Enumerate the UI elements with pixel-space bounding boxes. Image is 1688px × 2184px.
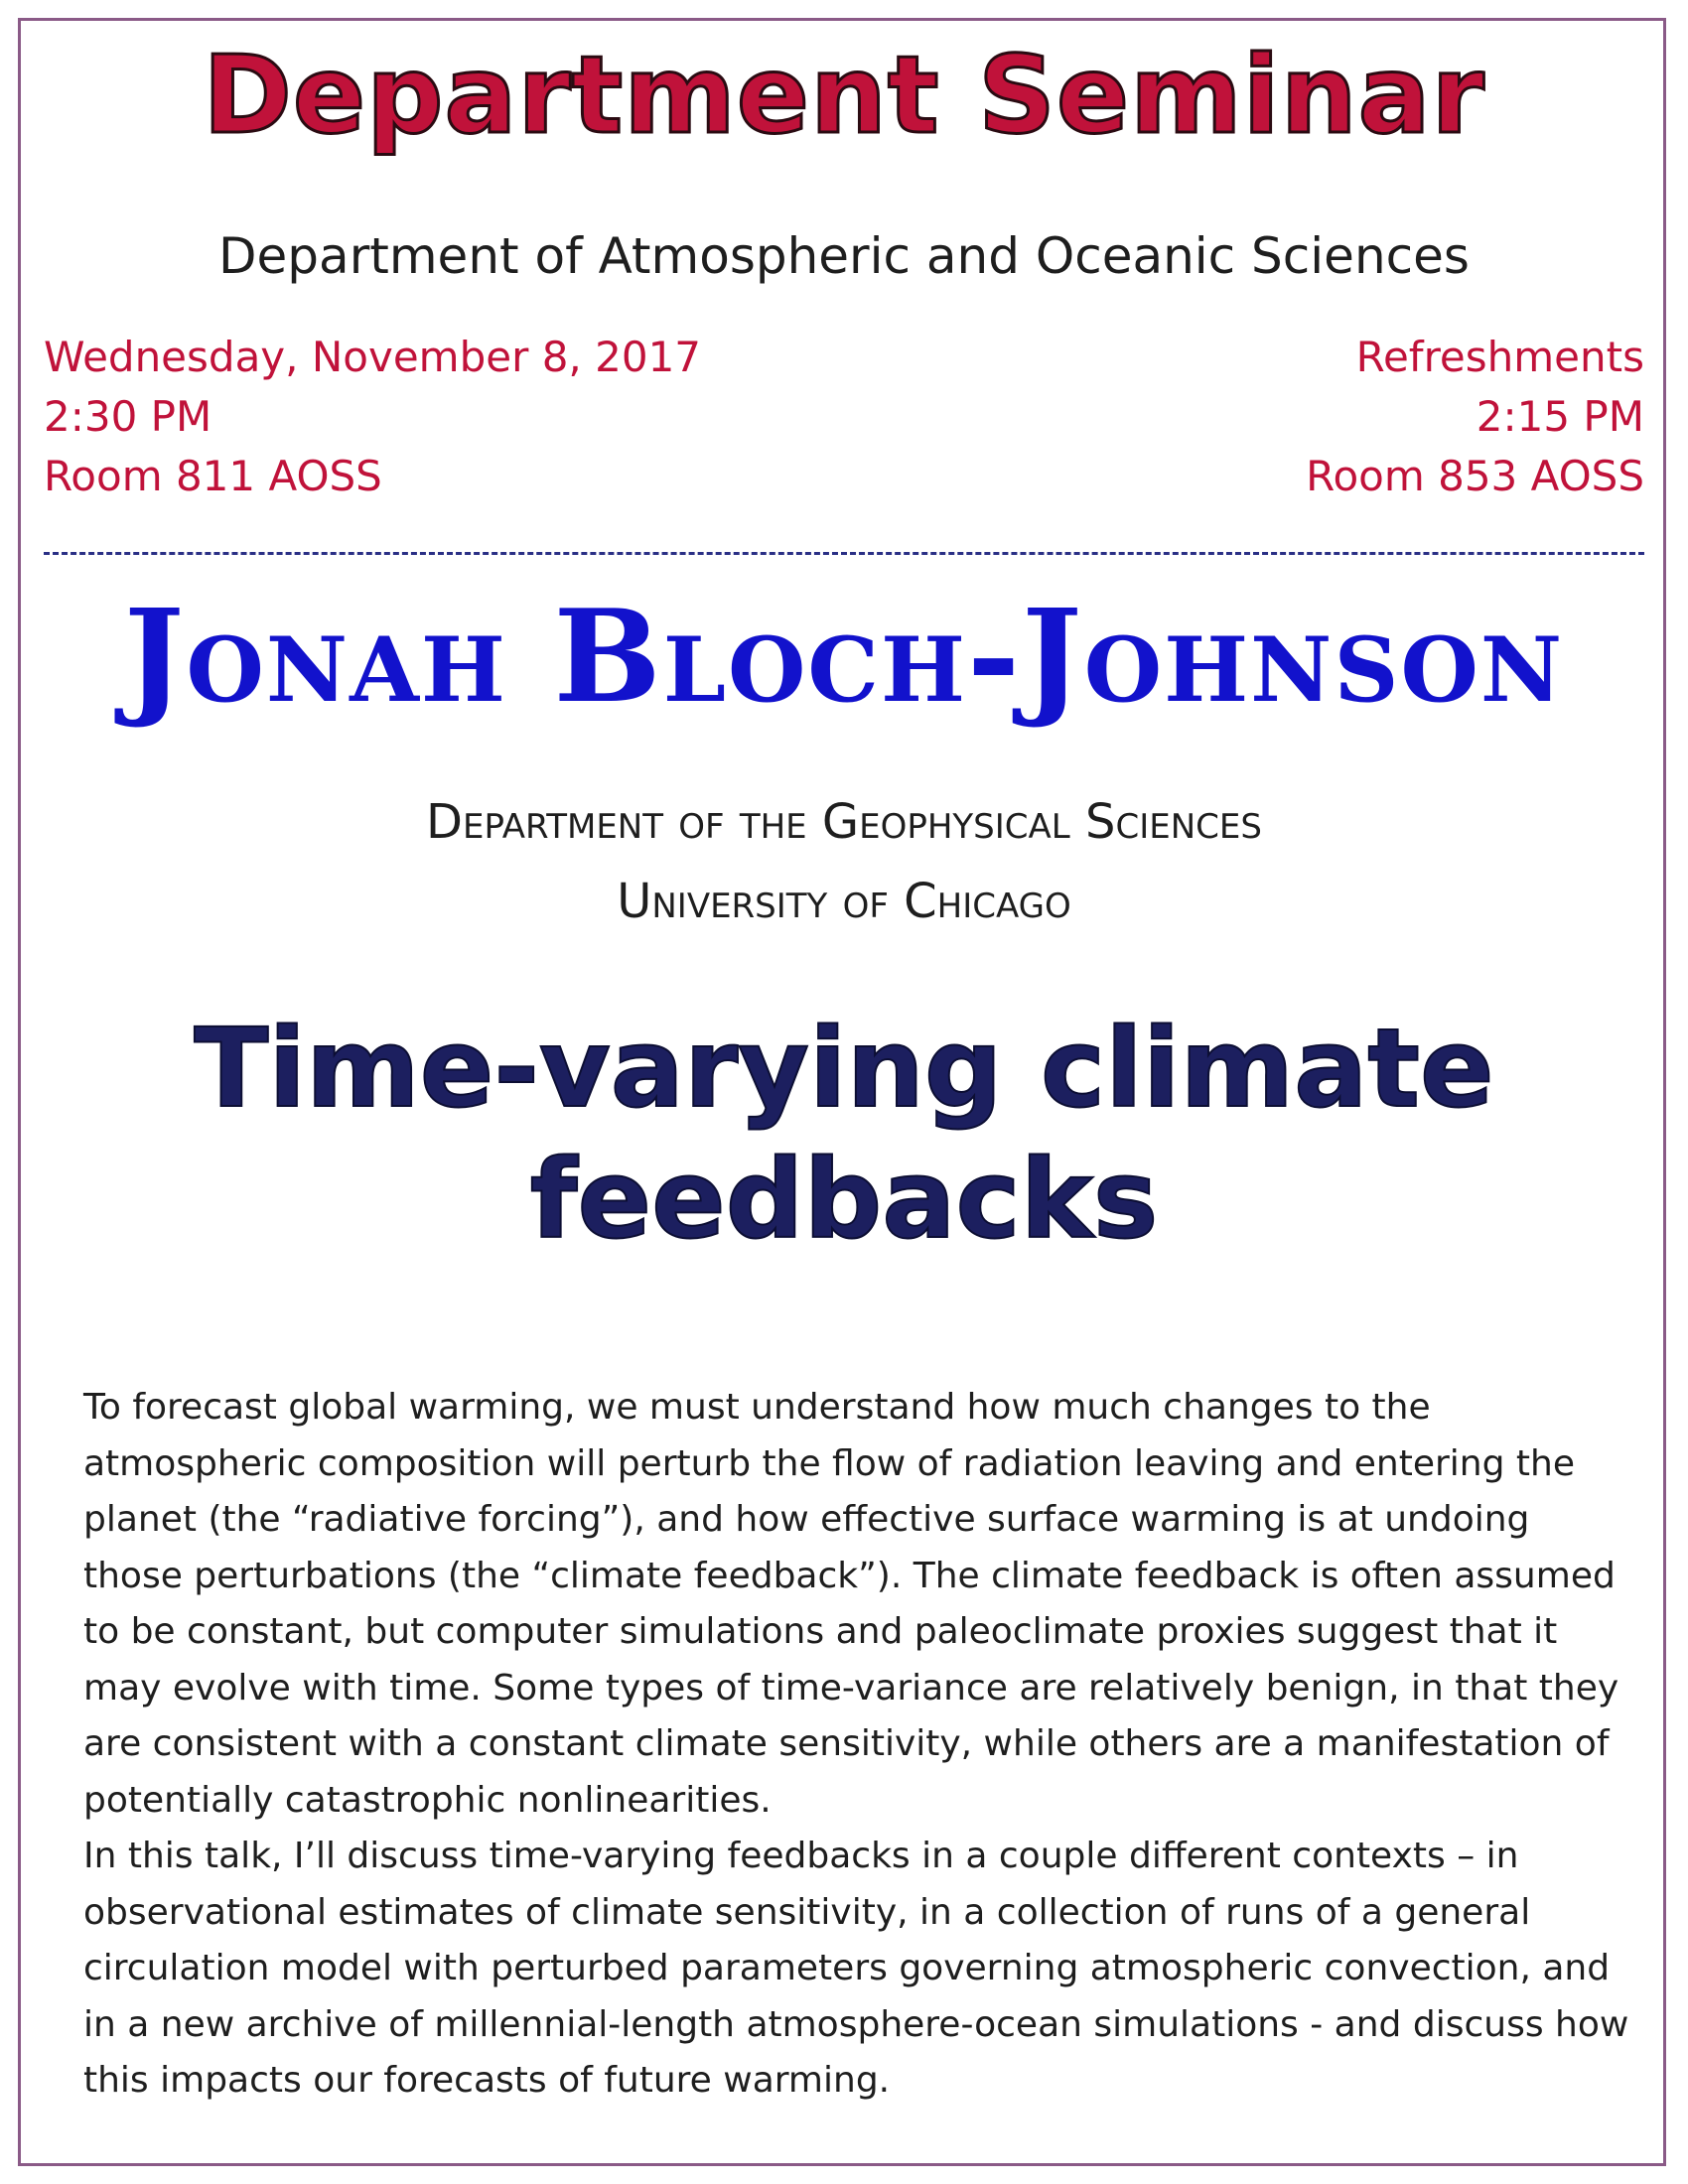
refreshments-details (1306, 328, 1644, 506)
abstract (83, 1380, 1632, 2110)
event-time: 2:30 PM (44, 392, 212, 441)
abstract-paragraph-1: To forecast global warming, we must understand how much changes to the atmospheric composition will perturb the flow of radiation leaving and entering the planet (the “radiative forcing”), and how effective surface warming is at undoing those perturbations (the “climate feedback”). The climate feedback is often assumed to be constant, but computer simulations and paleoclimate proxies suggest that it may evolve with time. Some types of time-variance are relatively benign, in that they are consistent with a constant climate sensitivity, while others are a manifestation of potentially catastrophic nonlinearities. (83, 1387, 1619, 1821)
speaker-name: Jonah Bloch-Johnson (123, 583, 1565, 732)
speaker-university: University of Chicago (617, 874, 1071, 929)
dashed-divider (44, 552, 1644, 555)
refreshments-time: 2:15 PM (1476, 392, 1644, 441)
talk-title-line-1: Time-varying climate (194, 1005, 1494, 1132)
seminar-title: Department Seminar (203, 34, 1485, 158)
refreshments-label: Refreshments (1355, 333, 1644, 381)
host-department: Department of Atmospheric and Oceanic Sciences (218, 227, 1470, 285)
event-date: Wednesday, November 8, 2017 (44, 333, 702, 381)
event-details (44, 328, 701, 506)
talk-title-line-2: feedbacks (529, 1136, 1159, 1263)
event-room: Room 811 AOSS (44, 452, 382, 500)
talk-title (0, 1003, 1688, 1265)
speaker-department: Department of the Geophysical Sciences (426, 794, 1262, 850)
refreshments-room: Room 853 AOSS (1306, 452, 1644, 500)
abstract-paragraph-2: In this talk, I’ll discuss time-varying feedbacks in a couple different contexts – in observational estimates of climate sensitivity, in a collection of runs of a general circulation model with perturbed parameters governing atmospheric convection, and in a new archive of millennial-length atmosphere-ocean simulations - and discuss how this impacts our forecasts of future warming. (83, 1836, 1629, 2101)
